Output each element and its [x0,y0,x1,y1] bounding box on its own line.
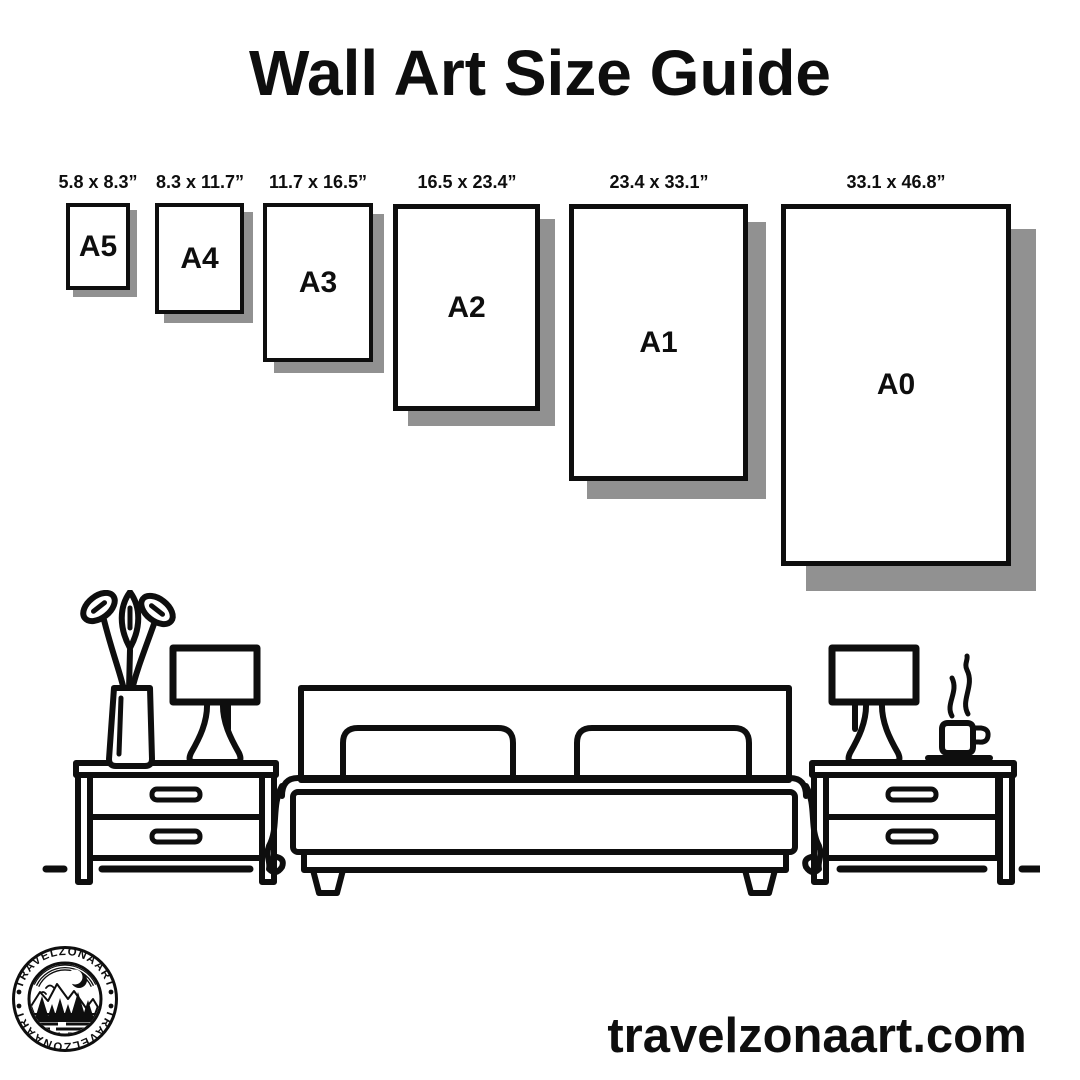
bed-foot-left [313,870,343,893]
steam [966,656,970,714]
leaf [136,590,178,630]
bed-base [304,852,786,870]
nightstand-right [812,763,1014,882]
size-frame-a1-label: A1 [639,325,678,359]
drawer-handle [888,789,936,800]
dimension-label-a5: 5.8 x 8.3” [58,172,138,192]
size-frame-a3-label: A3 [298,265,338,299]
size-frame-a3 [263,203,373,362]
size-frame-a0 [781,204,1011,566]
drawer-handle [152,831,200,842]
dimension-label-a1: 23.4 x 33.1” [609,172,709,192]
drawer-handle [888,831,936,842]
lamp-shade [832,648,916,702]
lamp-shade [173,648,257,702]
bed-foot-right [745,870,775,893]
size-frame-a4-label: A4 [180,241,219,275]
size-frame-a1 [569,204,748,481]
mattress [293,792,795,852]
dimension-label-a3: 11.7 x 16.5” [268,172,368,192]
size-frame-a5-label: A5 [78,229,118,263]
table-lamp-left [173,648,257,762]
dimension-label-a4: 8.3 x 11.7” [155,172,245,192]
size-frame-a0-label: A0 [876,368,916,401]
size-frame-a4 [155,203,244,314]
steam [950,678,954,716]
badge-text-bottom: TRAVELZONAART [13,1008,117,1053]
pillow-left [343,728,513,778]
drawer-handle [152,789,200,800]
dimension-label-a2: 16.5 x 23.4” [417,172,517,192]
vase [109,688,152,766]
badge-text-top: TRAVELZONAART [13,945,117,990]
lamp-base [190,702,241,762]
bedroom-illustration [40,590,1040,910]
bed-with-two-pillows [268,688,821,893]
size-frame-a5 [66,203,130,290]
coffee-cup-with-steam [928,656,990,758]
badge-inner-arcs [34,965,96,987]
size-frame-a2-label: A2 [447,290,486,324]
dimension-label-a0: 33.1 x 46.8” [846,172,946,192]
size-frame-a2 [393,204,540,411]
website-url: travelzonaart.com [607,1009,1027,1063]
page-title: Wall Art Size Guide [249,37,831,109]
nightstand-left [76,763,276,882]
vase-with-leaves [78,590,178,766]
leaf [78,590,120,627]
cup [942,723,973,753]
brand-logo-badge [0,934,130,1064]
table-lamp-right [832,648,916,762]
pillow-right [577,728,749,778]
